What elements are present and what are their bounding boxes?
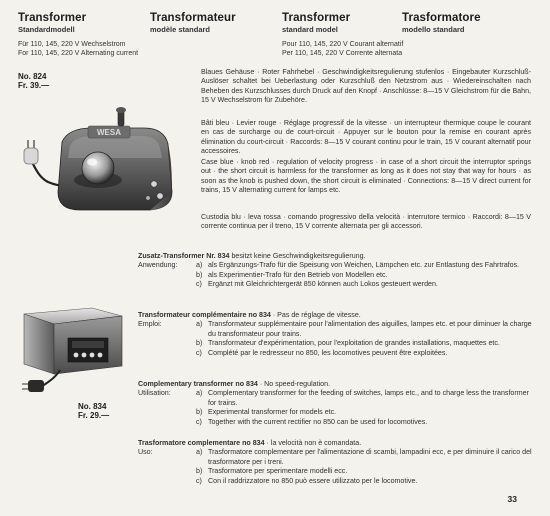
wesa-badge-text: WESA: [97, 128, 121, 137]
header-title-fr: Transformateur: [150, 12, 236, 24]
product-824-desc-de: Blaues Gehäuse · Roter Fahrhebel · Geschwindigkeitsregulierung stufenlos · Eingebauter Kurzschluß-Auslöser schaltet bei Ueberlastung oder Kurzschluß den Netzstrom aus · Wiedereinschalten nach Beheben des Kurzschlusses durch Druck auf den Knopf · Anschlüsse: 8—15 V Gleichstrom für die Bahn, 15 V Wechselstrom für Zubehöre.: [201, 68, 531, 105]
product-834-number: No. 834: [78, 402, 107, 411]
list-item: b) Trasformatore per sperimentare modelli ecc.: [196, 467, 348, 476]
section-heading: Transformateur complémentaire no 834 · Pas de réglage de vitesse.: [138, 311, 361, 319]
section-834-en: [138, 380, 533, 427]
header-voltage-left: [18, 40, 138, 58]
product-834-price: Fr. 29.—: [78, 411, 110, 420]
list-item: c) Ergänzt mit Gleichrichtergerät 850 können auch Lokos gesteuert werden.: [196, 280, 438, 289]
list-item: b) als Experimentier-Trafo für den Betrieb von Modellen etc.: [196, 270, 388, 279]
list-item: b) Transformateur d'expérimentation, pour l'exploitation de grandes installations, maquettes etc.: [196, 339, 500, 348]
list-item: a) Trasformatore complementare per l'alimentazione di scambi, lampadini ecc, e per diminuire il carico del trasformatore per i treni.: [196, 448, 532, 466]
list-item: c) Together with the current rectifier no 850 can be used for locomotives.: [196, 417, 428, 426]
section-label: Utilisation:: [138, 389, 171, 398]
header-col-de: [18, 12, 86, 34]
product-824-desc-fr: Bâti bleu · Levier rouge · Réglage progressif de la vitesse · un interrupteur thermique coupe le courant en cas de surcharge ou de court-circuit · Appuyer sur le bouton pour la remise en courant après élimination du court-circuit · Raccords: 8—15 V courant continu pour le train, 15 V courant alternatif pour accessoires.: [201, 119, 531, 156]
section-heading: Trasformatore complementare no 834 · la velocità non è comandata.: [138, 439, 362, 447]
page-number: 33: [507, 494, 517, 504]
header-title-it: Trasformatore: [402, 12, 481, 24]
section-834-it: [138, 439, 533, 486]
voltage-line: Per 110, 145, 220 V Corrente alternata: [282, 50, 403, 57]
transformer-834-photo: [14, 300, 130, 396]
header-subtitle-de: Standardmodell: [18, 25, 75, 34]
section-heading: Complementary transformer no 834 · No speed-regulation.: [138, 380, 331, 388]
list-item: a) als Ergänzungs-Trafo für die Speisung von Weichen, Lämpchen etc. zur Entlastung des Fahrtrafos.: [196, 261, 520, 270]
section-834-fr: [138, 311, 533, 358]
list-item: c) Con il raddrizzatore no 850 può essere utilizzato per le locomotive.: [196, 476, 418, 485]
product-824-number: No. 824: [18, 72, 47, 81]
list-item: a) Complementary transformer for the feeding of switches, lamps etc., and to charge less the transformer for trains.: [196, 389, 529, 407]
header-title-en: Transformer: [282, 12, 351, 24]
section-heading: Zusatz-Transformer Nr. 834 besitzt keine Geschwindigkeitsregulierung.: [138, 252, 366, 260]
header-col-fr: [150, 12, 236, 34]
voltage-line: Pour 110, 145, 220 V Courant alternatif: [282, 41, 404, 48]
section-label: Uso:: [138, 448, 153, 457]
product-824-price: Fr. 39.—: [18, 81, 50, 90]
section-label: Emploi:: [138, 320, 162, 329]
header-col-it: [402, 12, 481, 34]
header-subtitle-it: modello standard: [402, 25, 465, 34]
header-voltage-right: [282, 40, 403, 58]
header-col-en: [282, 12, 350, 34]
list-item: a) Transformateur supplémentaire pour l'alimentation des aiguilles, lampes etc. et pour diminuer la charge du transformateur pour trains.: [196, 320, 532, 338]
transformer-824-photo: [22, 100, 178, 218]
list-item: b) Experimental transformer for models etc.: [196, 408, 337, 417]
voltage-line: For 110, 145, 220 V Alternating current: [18, 50, 139, 57]
product-824-desc-en: Case blue · knob red · regulation of velocity progress · in case of a short circuit the interruptor springs out · the short circuit is harmless for the transformer as long as it does not stay that way for hours · as soon as the knob is pushed down, the short circuit is eliminated · Connections: 8—15 V direct current for trains, 15 V alternating current for lamps etc.: [201, 158, 531, 195]
header-title-de: Transformer: [18, 12, 87, 24]
section-label: Anwendung:: [138, 261, 178, 270]
section-834-de: [138, 252, 533, 290]
header-subtitle-en: standard model: [282, 25, 338, 34]
header-subtitle-fr: modèle standard: [150, 25, 211, 34]
voltage-line: Für 110, 145, 220 V Wechselstrom: [18, 41, 126, 48]
list-item: c) Complété par le redresseur no 850, les locomotives peuvent être exploitées.: [196, 348, 448, 357]
product-824-desc-it: Custodia blu · leva rossa · comando progressivo della velocità · interrutore termico · Raccordi: 8—15 V corrente continua per il treno, 15 V corrente alternata per gli accessori.: [201, 213, 531, 231]
